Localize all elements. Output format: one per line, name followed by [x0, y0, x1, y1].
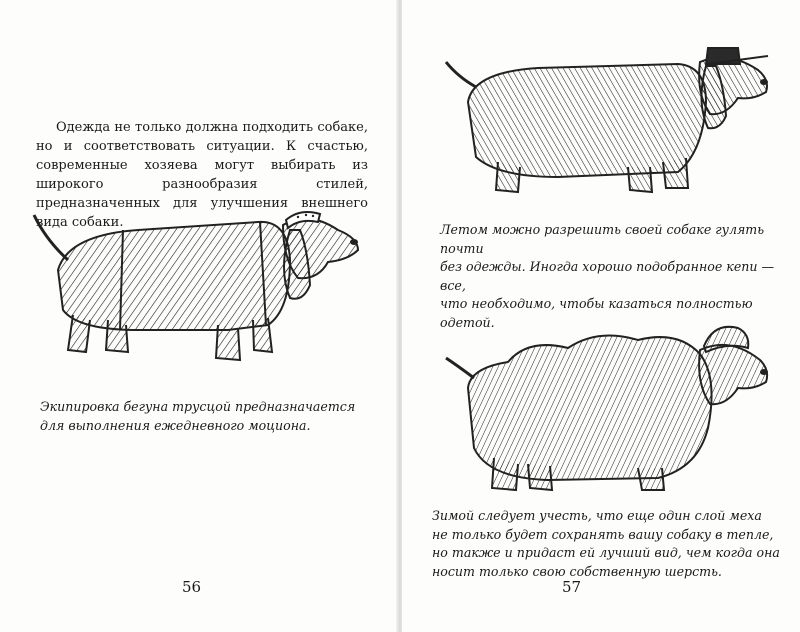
- winter-caption: Зимой следует учесть, что еще один слой меха не только будет сохранять вашу собаку в тепле, но также и придаст ей лучший вид, чем когда она носит только свою собственную шерсть.: [432, 508, 780, 579]
- jogging-caption: Экипировка бегуна трусцой предназначается для выполнения ежедневного моциона.: [40, 399, 356, 433]
- dog-with-fur-coat-illustration: [438, 318, 778, 498]
- dog-jogging-suit-illustration: [28, 200, 368, 380]
- page-number-right: 57: [562, 578, 582, 596]
- summer-caption: Летом можно разрешить своей собаке гулять почти без одежды. Иногда хорошо подобранное кепи — все, что необходимо, чтобы казаться полностью одетой.: [440, 222, 775, 330]
- intro-paragraph: Одежда не только должна подходить собаке, но и соответствовать ситуации. К счастью, современные хозяева могут выбирать из широкого разнообразия стилей, предназначенных для улучшения внешнего вида собаки.: [36, 120, 368, 230]
- page-number-left: 56: [182, 578, 202, 596]
- dog-with-cap-illustration: [438, 32, 778, 202]
- right-page: [402, 0, 800, 632]
- left-page: [0, 0, 398, 632]
